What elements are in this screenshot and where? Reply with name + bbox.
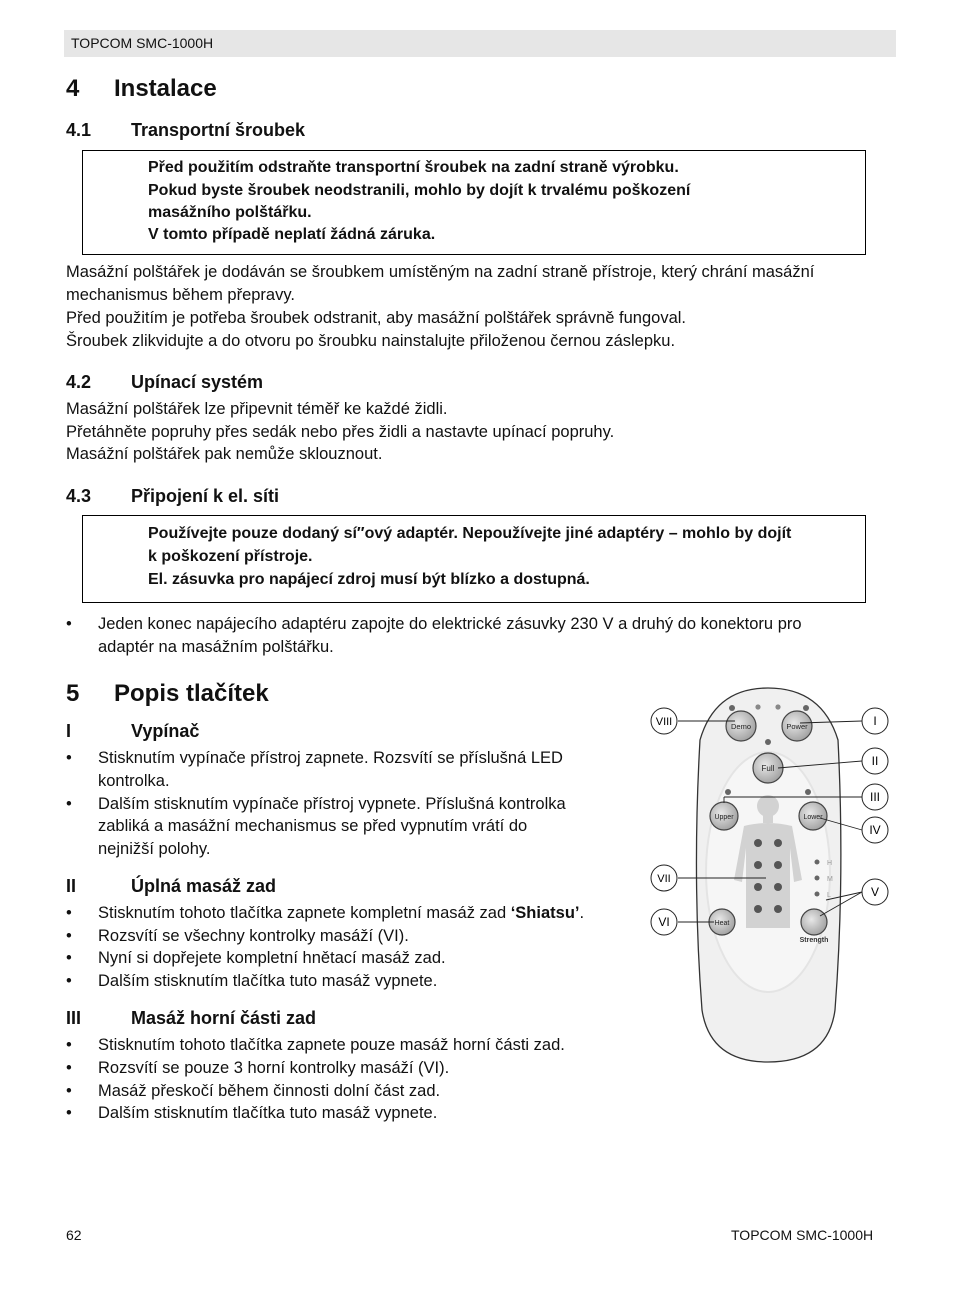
subsection-ii-heading bbox=[66, 876, 276, 897]
strength-label: Strength bbox=[799, 937, 829, 944]
level-label-high: H bbox=[827, 860, 833, 867]
callout-i bbox=[862, 708, 888, 734]
lower-button-label: Lower bbox=[803, 814, 823, 821]
warning-box-adapter bbox=[82, 515, 866, 603]
strength-button[interactable] bbox=[801, 909, 827, 935]
full-button-label: Full bbox=[761, 764, 775, 773]
level-led-high bbox=[815, 860, 820, 865]
warning-line: Pokud byste šroubek neodstranili, mohlo by dojít k trvalému poškození bbox=[148, 182, 691, 199]
bullet-text-plain: Stisknutím tohoto tlačítka zapnete kompletní masáž zad bbox=[98, 904, 511, 922]
section-4-1-title: Transportní šroubek bbox=[131, 120, 306, 140]
section-4-title: Instalace bbox=[114, 75, 217, 102]
bullet-text bbox=[98, 902, 584, 925]
led-indicator bbox=[729, 705, 735, 711]
bullet-text-bold: ‘Shiatsu’ bbox=[510, 904, 580, 922]
subsection-iii-heading bbox=[66, 1008, 316, 1029]
warning-box-transport-screw bbox=[82, 150, 866, 255]
bullet-text: Rozsvítí se pouze 3 horní kontrolky masáží (VI). bbox=[98, 1059, 450, 1077]
paragraph-line: Před použitím je potřeba šroubek odstranit, aby masážní polštářek správně fungoval. bbox=[66, 309, 687, 327]
section-5-heading bbox=[66, 680, 269, 708]
bullet-text-end: . bbox=[579, 904, 585, 922]
subsection-i-title: Vypínač bbox=[131, 721, 200, 741]
led-indicator bbox=[805, 789, 811, 795]
svg-text:VII: VII bbox=[657, 873, 671, 885]
paragraph-line: Masážní polštářek pak nemůže sklouznout. bbox=[66, 445, 383, 463]
callout-viii bbox=[651, 708, 677, 734]
level-label-low: L bbox=[827, 892, 831, 899]
remote-control-diagram bbox=[640, 680, 900, 1075]
bullet-text: Dalším stisknutím tlačítka tuto masáž vypnete. bbox=[98, 972, 438, 990]
section-4-1-heading bbox=[66, 120, 305, 141]
power-button[interactable] bbox=[782, 711, 812, 741]
led-indicator bbox=[725, 789, 731, 795]
page-number: 62 bbox=[66, 1227, 82, 1243]
bullet-text: Stisknutím vypínače přístroj zapnete. Rozsvítí se příslušná LED bbox=[98, 749, 563, 767]
section-5-title: Popis tlačítek bbox=[114, 680, 269, 707]
bullet-text: Jeden konec napájecího adaptéru zapojte do elektrické zásuvky 230 V a druhý do konektoru pro bbox=[98, 615, 802, 633]
callout-iii bbox=[862, 784, 888, 810]
bullet-text: Rozsvítí se všechny kontrolky masáží (VI). bbox=[98, 927, 409, 945]
bullet-text: nejnižší polohy. bbox=[98, 840, 211, 858]
demo-button-label: Demo bbox=[730, 722, 752, 731]
subsection-i-number: I bbox=[66, 721, 72, 741]
callout-v bbox=[862, 879, 888, 905]
level-label-medium: M bbox=[827, 876, 833, 883]
header-title: TOPCOM SMC-1000H bbox=[71, 35, 214, 51]
paragraph-line: Masážní polštářek lze připevnit téměř ke každé židli. bbox=[66, 400, 448, 418]
heat-button-label: Heat bbox=[714, 920, 730, 927]
bullet-text: Dalším stisknutím vypínače přístroj vypnete. Příslušná kontrolka bbox=[98, 795, 566, 813]
bullet-text: adaptér na masážním polštářku. bbox=[98, 638, 334, 656]
section-4-2-number: 4.2 bbox=[66, 372, 92, 392]
subsection-iii-title: Masáž horní části zad bbox=[131, 1008, 317, 1028]
level-led-medium bbox=[815, 876, 820, 881]
section-4-2-heading bbox=[66, 372, 263, 393]
warning-line: Používejte pouze dodaný sí″ový adaptér. Nepoužívejte jiné adaptéry – mohlo by dojít bbox=[148, 525, 792, 542]
warning-line: V tomto případě neplatí žádná záruka. bbox=[148, 226, 436, 243]
section-4-3-title: Připojení k el. síti bbox=[131, 486, 280, 506]
section-4-number: 4 bbox=[66, 75, 80, 102]
led-indicator bbox=[765, 739, 771, 745]
subsection-i-heading bbox=[66, 721, 199, 742]
section-4-1-number: 4.1 bbox=[66, 120, 92, 140]
callout-vii bbox=[651, 865, 677, 891]
power-button-label: Power bbox=[786, 722, 808, 731]
subsection-ii-number: II bbox=[66, 876, 77, 896]
upper-button[interactable] bbox=[710, 802, 738, 830]
bullet-text: Dalším stisknutím tlačítka tuto masáž vypnete. bbox=[98, 1104, 438, 1122]
led-indicator bbox=[775, 704, 780, 709]
bullet-text: Stisknutím tohoto tlačítka zapnete pouze masáž horní části zad. bbox=[98, 1036, 565, 1054]
svg-text:I: I bbox=[873, 714, 877, 728]
paragraph-line: mechanismus během přepravy. bbox=[66, 286, 295, 304]
callout-vi bbox=[651, 909, 677, 935]
bullet-text: kontrolka. bbox=[98, 772, 170, 790]
lower-button[interactable] bbox=[799, 802, 827, 830]
led-indicator bbox=[755, 704, 760, 709]
bullet-text: Nyní si dopřejete kompletní hnětací masáž zad. bbox=[98, 949, 446, 967]
svg-text:III: III bbox=[869, 790, 881, 804]
svg-text:V: V bbox=[870, 885, 880, 899]
upper-button-label: Upper bbox=[714, 814, 734, 821]
section-4-3-number: 4.3 bbox=[66, 486, 92, 506]
paragraph-line: Masážní polštářek je dodáván se šroubkem umístěným na zadní straně přístroje, který chrání masážní bbox=[66, 263, 815, 281]
paragraph-line: Šroubek zlikvidujte a do otvoru po šroubku nainstalujte přiloženou černou záslepku. bbox=[66, 332, 676, 350]
paragraph-line: Přetáhněte popruhy přes sedák nebo přes židli a nastavte upínací popruhy. bbox=[66, 423, 615, 441]
warning-line: k poškození přístroje. bbox=[148, 548, 313, 565]
bullet-text: Masáž přeskočí během činnosti dolní část zad. bbox=[98, 1082, 441, 1100]
callout-ii bbox=[862, 748, 888, 774]
warning-line: Před použitím odstraňte transportní šroubek na zadní straně výrobku. bbox=[148, 159, 679, 176]
subsection-iii-number: III bbox=[66, 1008, 82, 1028]
demo-button[interactable] bbox=[726, 711, 756, 741]
led-indicator bbox=[803, 705, 809, 711]
section-4-heading bbox=[66, 75, 217, 103]
svg-text:VI: VI bbox=[658, 915, 670, 929]
bullet-text: zabliká a masážní mechanismus se před vypnutím vrátí do bbox=[98, 817, 528, 835]
warning-line: El. zásuvka pro napájecí zdroj musí být blízko a dostupná. bbox=[148, 571, 590, 588]
level-led-low bbox=[815, 892, 820, 897]
svg-text:IV: IV bbox=[869, 823, 881, 837]
page-header bbox=[64, 30, 896, 57]
subsection-ii-title: Úplná masáž zad bbox=[131, 876, 277, 896]
svg-text:VIII: VIII bbox=[655, 716, 673, 728]
section-4-3-heading bbox=[66, 486, 279, 507]
callout-iv bbox=[862, 817, 888, 843]
svg-text:II: II bbox=[871, 754, 879, 768]
section-5-number: 5 bbox=[66, 680, 80, 707]
section-4-2-title: Upínací systém bbox=[131, 372, 264, 392]
warning-line: masážního polštářku. bbox=[148, 204, 312, 221]
footer-title: TOPCOM SMC-1000H bbox=[731, 1227, 874, 1243]
